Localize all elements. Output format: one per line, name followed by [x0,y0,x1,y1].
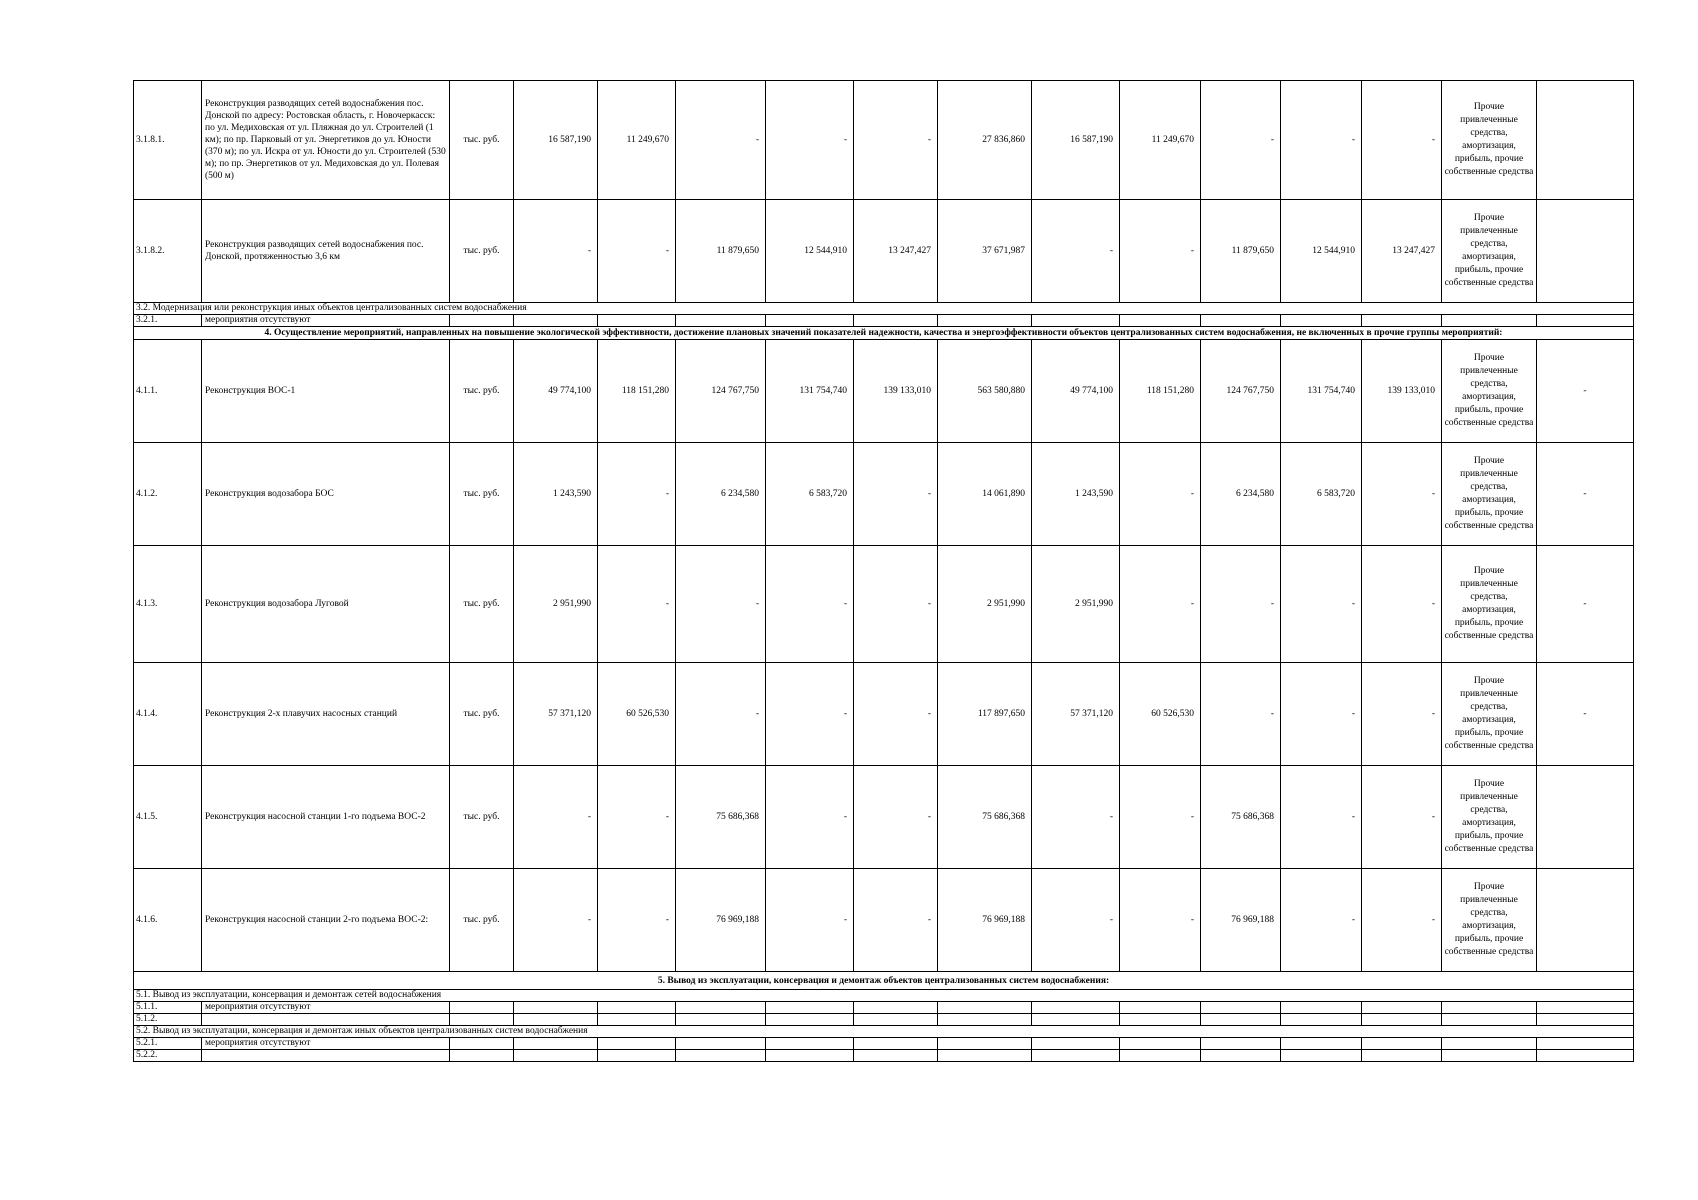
item-number: 3.1.8.2. [134,200,202,303]
value-cell: - [676,81,766,200]
item-number: 4.1.3. [134,546,202,663]
value-cell: - [1120,869,1201,972]
value-cell: 117 897,650 [938,663,1032,766]
value-cell: 6 234,580 [676,443,766,546]
empty-cell [676,1038,766,1050]
empty-cell [1362,1014,1442,1026]
value-cell: - [1281,546,1362,663]
value-cell: 13 247,427 [1362,200,1442,303]
funding-source-cell: Прочие привлеченные средства, амортизация, прибыль, прочие собственные средства [1442,81,1537,200]
value-cell: - [1362,443,1442,546]
empty-cell [676,1014,766,1026]
item-number: 5.1.1. [134,1002,202,1014]
empty-cell [676,1002,766,1014]
empty-cell [1281,1002,1362,1014]
value-cell: 118 151,280 [598,340,676,443]
empty-cell [1032,1002,1120,1014]
empty-cell [854,1038,938,1050]
empty-cell [766,1002,854,1014]
item-number: 5.2.1. [134,1038,202,1050]
empty-cell [1362,1050,1442,1062]
value-cell: 60 526,530 [598,663,676,766]
table-row [134,663,1634,766]
value-cell: - [1032,200,1120,303]
empty-cell [766,1050,854,1062]
empty-cell [1442,1038,1537,1050]
table-row [134,81,1634,200]
empty-cell [1281,1050,1362,1062]
value-cell: 16 587,190 [514,81,598,200]
empty-cell [1201,1050,1281,1062]
value-cell: - [514,200,598,303]
value-cell: 6 234,580 [1201,443,1281,546]
value-cell: - [598,443,676,546]
value-cell: - [514,766,598,869]
item-number: 4.1.6. [134,869,202,972]
value-cell: 27 836,860 [938,81,1032,200]
section-5-1-heading-text: 5.1. Вывод из эксплуатации, консервация и демонтаж сетей водоснабжения [134,990,1634,1002]
empty-cell [1120,1002,1201,1014]
value-cell: - [514,869,598,972]
section-4-heading-text: 4. Осуществление мероприятий, направленных на повышение экологической эффективности, достижение плановых значений показателей надежности, качества и энергоэффективности объектов централизованных систем водоснабжения, не включенных в прочие группы мероприятий: [134,327,1634,340]
item-number: 5.2.2. [134,1050,202,1062]
item-name: Реконструкция насосной станции 1-го подъема ВОС-2 [202,766,450,869]
value-cell: 2 951,990 [1032,546,1120,663]
value-cell: - [854,443,938,546]
empty-cell [514,315,598,327]
value-cell: - [766,546,854,663]
value-cell: - [1362,766,1442,869]
value-cell: 11 879,650 [1201,200,1281,303]
investment-program-table [133,80,1634,1062]
value-cell: 75 686,368 [938,766,1032,869]
value-cell: - [854,663,938,766]
value-cell: - [1281,81,1362,200]
funding-source-cell: Прочие привлеченные средства, амортизация, прибыль, прочие собственные средства [1442,869,1537,972]
value-cell: 76 969,188 [938,869,1032,972]
empty-cell [514,1038,598,1050]
item-name [202,1050,450,1062]
section-4-heading [134,327,1634,340]
value-cell: - [1120,546,1201,663]
item-number: 3.2.1. [134,315,202,327]
empty-cell [854,315,938,327]
value-cell: - [1120,766,1201,869]
value-cell: 60 526,530 [1120,663,1201,766]
value-cell: - [766,766,854,869]
value-cell: 2 951,990 [938,546,1032,663]
value-cell: - [766,663,854,766]
empty-cell [1362,1002,1442,1014]
value-cell: - [1281,869,1362,972]
extra-cell [1537,766,1634,869]
empty-cell [854,1014,938,1026]
value-cell: - [1362,663,1442,766]
section-5-1-heading [134,990,1634,1002]
value-cell: - [1281,766,1362,869]
section-5-heading-text: 5. Вывод из эксплуатации, консервация и демонтаж объектов централизованных систем водоснабжения: [134,972,1634,990]
empty-cell [1281,315,1362,327]
item-name: Реконструкция насосной станции 2-го подъема ВОС-2: [202,869,450,972]
empty-cell [1032,1050,1120,1062]
value-cell: 11 879,650 [676,200,766,303]
table-row [134,869,1634,972]
empty-cell [1362,1038,1442,1050]
value-cell: 118 151,280 [1120,340,1201,443]
funding-source-cell: Прочие привлеченные средства, амортизация, прибыль, прочие собственные средства [1442,766,1537,869]
empty-cell [598,1014,676,1026]
value-cell: 13 247,427 [854,200,938,303]
value-cell: 76 969,188 [1201,869,1281,972]
empty-cell [1201,1002,1281,1014]
value-cell: - [766,869,854,972]
unit-cell: тыс. руб. [450,663,514,766]
empty-cell [938,1038,1032,1050]
unit-cell: тыс. руб. [450,869,514,972]
item-number: 4.1.5. [134,766,202,869]
value-cell: - [1201,663,1281,766]
empty-cell [1362,315,1442,327]
empty-cell [514,1050,598,1062]
value-cell: 12 544,910 [1281,200,1362,303]
funding-source-cell: Прочие привлеченные средства, амортизация, прибыль, прочие собственные средства [1442,443,1537,546]
table-row [134,1014,1634,1026]
unit-cell: тыс. руб. [450,340,514,443]
value-cell: - [854,546,938,663]
value-cell: 12 544,910 [766,200,854,303]
empty-cell [450,315,514,327]
empty-cell [766,1038,854,1050]
value-cell: 2 951,990 [514,546,598,663]
item-name: мероприятия отсутствуют [202,1038,450,1050]
empty-cell [450,1050,514,1062]
empty-cell [676,1050,766,1062]
empty-cell [1537,1038,1634,1050]
extra-cell [1537,869,1634,972]
empty-cell [1442,1014,1537,1026]
value-cell: 75 686,368 [1201,766,1281,869]
unit-cell: тыс. руб. [450,766,514,869]
item-name: Реконструкция 2-х плавучих насосных станций [202,663,450,766]
item-number: 4.1.2. [134,443,202,546]
empty-cell [1537,1050,1634,1062]
empty-cell [676,315,766,327]
item-name: Реконструкция водозабора Луговой [202,546,450,663]
value-cell: - [1032,766,1120,869]
empty-cell [1032,1038,1120,1050]
value-cell: 1 243,590 [1032,443,1120,546]
value-cell: 57 371,120 [514,663,598,766]
unit-cell: тыс. руб. [450,546,514,663]
value-cell: - [1201,81,1281,200]
table-row [134,1050,1634,1062]
empty-cell [1281,1038,1362,1050]
empty-cell [1120,1038,1201,1050]
value-cell: 57 371,120 [1032,663,1120,766]
value-cell: - [854,869,938,972]
table-row [134,443,1634,546]
empty-cell [514,1002,598,1014]
item-number: 4.1.1. [134,340,202,443]
empty-cell [598,1002,676,1014]
value-cell: - [598,869,676,972]
empty-cell [598,1050,676,1062]
value-cell: 563 580,880 [938,340,1032,443]
value-cell: 131 754,740 [766,340,854,443]
extra-cell: - [1537,443,1634,546]
value-cell: 11 249,670 [1120,81,1201,200]
section-3-2-heading [134,303,1634,315]
empty-cell [1442,315,1537,327]
value-cell: - [1201,546,1281,663]
table-row [134,340,1634,443]
empty-cell [938,315,1032,327]
empty-cell [938,1002,1032,1014]
empty-cell [450,1014,514,1026]
value-cell: - [766,81,854,200]
value-cell: - [598,200,676,303]
empty-cell [450,1038,514,1050]
empty-cell [766,315,854,327]
empty-cell [1537,1002,1634,1014]
extra-cell: - [1537,340,1634,443]
funding-source-cell: Прочие привлеченные средства, амортизация, прибыль, прочие собственные средства [1442,546,1537,663]
section-5-heading [134,972,1634,990]
unit-cell: тыс. руб. [450,443,514,546]
funding-source-cell: Прочие привлеченные средства, амортизация, прибыль, прочие собственные средства [1442,200,1537,303]
value-cell: - [854,766,938,869]
section-5-2-heading-text: 5.2. Вывод из эксплуатации, консервация и демонтаж иных объектов централизованных систем водоснабжения [134,1026,1634,1038]
unit-cell: тыс. руб. [450,200,514,303]
value-cell: 37 671,987 [938,200,1032,303]
item-number: 3.1.8.1. [134,81,202,200]
table-body [134,81,1634,1062]
item-number: 4.1.4. [134,663,202,766]
item-number: 5.1.2. [134,1014,202,1026]
item-name: мероприятия отсутствуют [202,1002,450,1014]
value-cell: - [1120,200,1201,303]
item-name: Реконструкция ВОС-1 [202,340,450,443]
value-cell: - [1032,869,1120,972]
empty-cell [450,1002,514,1014]
value-cell: - [1362,546,1442,663]
table-row [134,1002,1634,1014]
value-cell: - [1362,869,1442,972]
value-cell: - [676,663,766,766]
empty-cell [514,1014,598,1026]
value-cell: - [598,546,676,663]
item-name: Реконструкция разводящих сетей водоснабжения пос. Донской, протяженностью 3,6 км [202,200,450,303]
value-cell: 131 754,740 [1281,340,1362,443]
value-cell: 11 249,670 [598,81,676,200]
table-row [134,766,1634,869]
empty-cell [1281,1014,1362,1026]
value-cell: 6 583,720 [1281,443,1362,546]
funding-source-cell: Прочие привлеченные средства, амортизация, прибыль, прочие собственные средства [1442,340,1537,443]
value-cell: 49 774,100 [514,340,598,443]
value-cell: 16 587,190 [1032,81,1120,200]
empty-cell [938,1014,1032,1026]
value-cell: 124 767,750 [1201,340,1281,443]
extra-cell [1537,200,1634,303]
empty-cell [598,1038,676,1050]
section-3-2-heading-text: 3.2. Модернизация или реконструкция иных объектов централизованных систем водоснабжения [134,303,1634,315]
item-name: Реконструкция водозабора БОС [202,443,450,546]
empty-cell [1537,1014,1634,1026]
extra-cell: - [1537,663,1634,766]
extra-cell [1537,81,1634,200]
section-5-2-heading [134,1026,1634,1038]
empty-cell [1120,1050,1201,1062]
value-cell: - [598,766,676,869]
value-cell: 124 767,750 [676,340,766,443]
empty-cell [1442,1050,1537,1062]
empty-cell [1120,315,1201,327]
unit-cell: тыс. руб. [450,81,514,200]
value-cell: - [1362,81,1442,200]
empty-cell [1442,1002,1537,1014]
table-row [134,200,1634,303]
empty-cell [1201,315,1281,327]
value-cell: - [854,81,938,200]
empty-cell [854,1002,938,1014]
value-cell: 75 686,368 [676,766,766,869]
value-cell: 6 583,720 [766,443,854,546]
empty-cell [598,315,676,327]
table-row [134,546,1634,663]
value-cell: - [1120,443,1201,546]
value-cell: 49 774,100 [1032,340,1120,443]
extra-cell: - [1537,546,1634,663]
empty-cell [766,1014,854,1026]
value-cell: - [1281,663,1362,766]
value-cell: - [676,546,766,663]
empty-cell [1032,315,1120,327]
value-cell: 1 243,590 [514,443,598,546]
empty-cell [1032,1014,1120,1026]
value-cell: 139 133,010 [854,340,938,443]
table-row [134,1038,1634,1050]
value-cell: 14 061,890 [938,443,1032,546]
item-name: Реконструкция разводящих сетей водоснабжения пос. Донской по адресу: Ростовская область, г. Новочеркасск: по ул. Медиховская от ул. Пляжная до ул. Строителей (1 км); по пр. Парковый от ул. Энергетиков до ул. Юности (370 м); по ул. Искра от ул. Юности до ул. Строителей (530 м); по пр. Энергетиков от ул. Медиховская до ул. Полевая (500 м) [202,81,450,200]
value-cell: 139 133,010 [1362,340,1442,443]
empty-cell [1537,315,1634,327]
item-name [202,1014,450,1026]
empty-cell [854,1050,938,1062]
empty-cell [1201,1014,1281,1026]
empty-cell [938,1050,1032,1062]
empty-cell [1120,1014,1201,1026]
funding-source-cell: Прочие привлеченные средства, амортизация, прибыль, прочие собственные средства [1442,663,1537,766]
table-row [134,315,1634,327]
item-name: мероприятия отсутствуют [202,315,450,327]
value-cell: 76 969,188 [676,869,766,972]
empty-cell [1201,1038,1281,1050]
